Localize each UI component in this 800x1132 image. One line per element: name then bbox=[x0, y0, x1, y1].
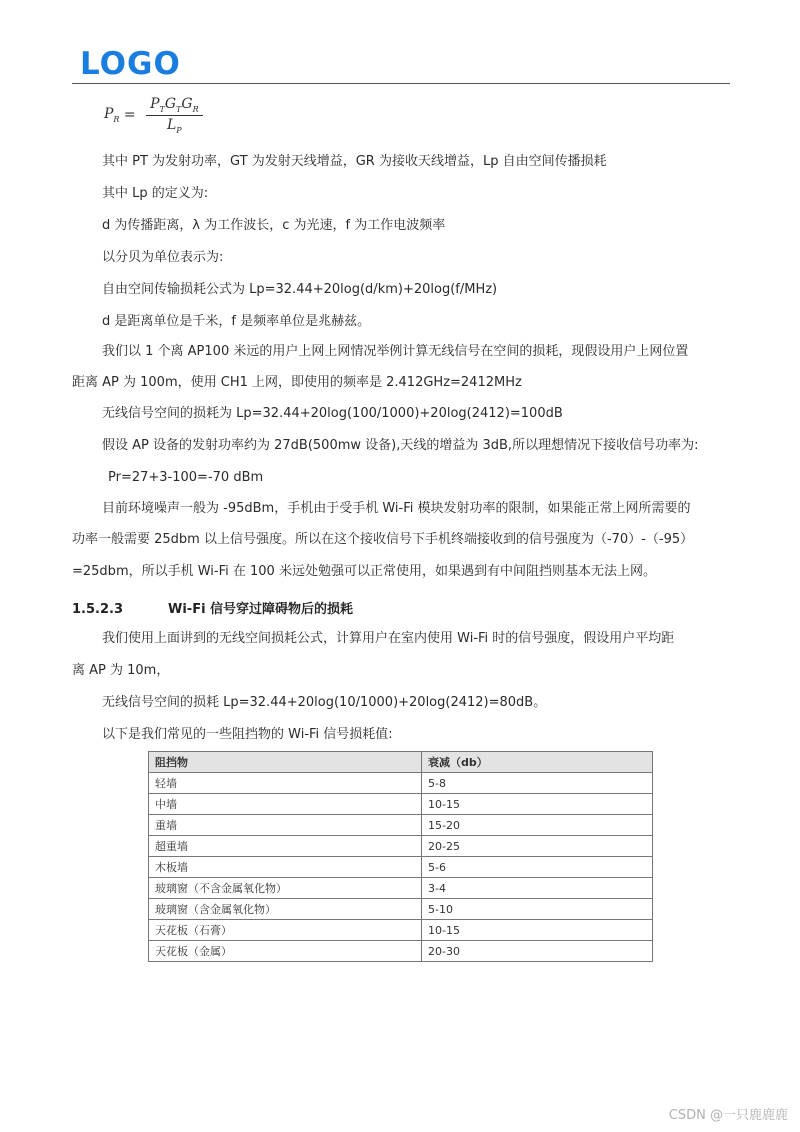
table-cell: 超重墙 bbox=[149, 836, 422, 857]
table-cell: 重墙 bbox=[149, 815, 422, 836]
header-rule bbox=[72, 83, 730, 84]
table-cell: 中墙 bbox=[149, 794, 422, 815]
table-cell: 5-10 bbox=[422, 899, 653, 920]
paragraph: 目前环境噪声一般为 -95dBm，手机由于受手机 Wi-Fi 模块发射功率的限制，如果能正常上网所需要的 bbox=[102, 501, 691, 516]
paragraph: 其中 Lp 的定义为: bbox=[102, 186, 209, 201]
paragraph: 其中 PT 为发射功率，GT 为发射天线增益，GR 为接收天线增益，Lp 自由空间传播损耗 bbox=[102, 154, 607, 169]
table-cell: 15-20 bbox=[422, 815, 653, 836]
logo: LOGO bbox=[80, 46, 181, 82]
table-cell: 天花板（石膏） bbox=[149, 920, 422, 941]
table-cell: 木板墙 bbox=[149, 857, 422, 878]
paragraph: 无线信号空间的损耗 Lp=32.44+20log(10/1000)+20log(2412)=80dB。 bbox=[102, 695, 547, 710]
friis-formula: $P_R$ = $\frac{P_TG_TG_R}{L_P}$ bbox=[104, 96, 203, 135]
watermark: CSDN @一只鹿鹿鹿 bbox=[668, 1108, 788, 1123]
table-cell: 玻璃窗（含金属氧化物） bbox=[149, 899, 422, 920]
paragraph: 离 AP 为 10m， bbox=[72, 663, 170, 678]
paragraph: 以分贝为单位表示为: bbox=[102, 250, 224, 265]
table-cell: 轻墙 bbox=[149, 773, 422, 794]
formula-denominator: $L_P$ bbox=[167, 116, 182, 135]
attenuation-table bbox=[148, 751, 653, 962]
paragraph: =25dbm，所以手机 Wi-Fi 在 100 米远处勉强可以正常使用，如果遇到有中间阻挡则基本无法上网。 bbox=[72, 564, 656, 579]
table-row bbox=[149, 794, 653, 815]
paragraph: 以下是我们常见的一些阻挡物的 Wi-Fi 信号损耗值: bbox=[102, 727, 393, 742]
paragraph: 功率一般需要 25dbm 以上信号强度。所以在这个接收信号下手机终端接收到的信号强度为（-70）-（-95） bbox=[72, 532, 694, 547]
section-title: Wi-Fi 信号穿过障碍物后的损耗 bbox=[168, 602, 354, 617]
paragraph: 假设 AP 设备的发射功率约为 27dB(500mw 设备),天线的增益为 3dB,所以理想情况下接收信号功率为: bbox=[102, 438, 699, 453]
table-cell: 10-15 bbox=[422, 920, 653, 941]
table-row bbox=[149, 815, 653, 836]
table-row bbox=[149, 857, 653, 878]
formula-fraction bbox=[146, 96, 203, 135]
paragraph: 自由空间传输损耗公式为 Lp=32.44+20log(d/km)+20log(f/MHz) bbox=[102, 282, 498, 297]
table-row bbox=[149, 941, 653, 962]
table-row bbox=[149, 773, 653, 794]
table-cell: 20-30 bbox=[422, 941, 653, 962]
section-heading bbox=[72, 598, 353, 617]
section-number: 1.5.2.3 bbox=[72, 602, 123, 617]
paragraph: d 为传播距离，λ 为工作波长，c 为光速，f 为工作电波频率 bbox=[102, 218, 446, 233]
paragraph: 我们使用上面讲到的无线空间损耗公式，计算用户在室内使用 Wi-Fi 时的信号强度，假设用户平均距 bbox=[102, 631, 675, 646]
table-row bbox=[149, 920, 653, 941]
table-cell: 5-8 bbox=[422, 773, 653, 794]
table-cell: 3-4 bbox=[422, 878, 653, 899]
table-cell: 5-6 bbox=[422, 857, 653, 878]
paragraph: 距离 AP 为 100m，使用 CH1 上网，即使用的频率是 2.412GHz=2412MHz bbox=[72, 375, 522, 390]
table-row bbox=[149, 899, 653, 920]
table-cell: 10-15 bbox=[422, 794, 653, 815]
formula-numerator: $P_TG_TG_R$ bbox=[146, 96, 203, 116]
formula-lhs: $P_R$ bbox=[104, 106, 120, 125]
table-row bbox=[149, 836, 653, 857]
paragraph: 无线信号空间的损耗为 Lp=32.44+20log(100/1000)+20log(2412)=100dB bbox=[102, 406, 563, 421]
paragraph: Pr=27+3-100=-70 dBm bbox=[108, 470, 264, 485]
table-cell: 玻璃窗（不含金属氧化物） bbox=[149, 878, 422, 899]
table-row bbox=[149, 878, 653, 899]
table-cell: 天花板（金属） bbox=[149, 941, 422, 962]
paragraph: 我们以 1 个离 AP100 米远的用户上网上网情况举例计算无线信号在空间的损耗，现假设用户上网位置 bbox=[102, 344, 689, 359]
column-header: 衰减（db） bbox=[422, 752, 653, 773]
table-cell: 20-25 bbox=[422, 836, 653, 857]
table-header-row bbox=[149, 752, 653, 773]
paragraph: d 是距离单位是千米，f 是频率单位是兆赫兹。 bbox=[102, 314, 371, 329]
column-header: 阻挡物 bbox=[149, 752, 422, 773]
